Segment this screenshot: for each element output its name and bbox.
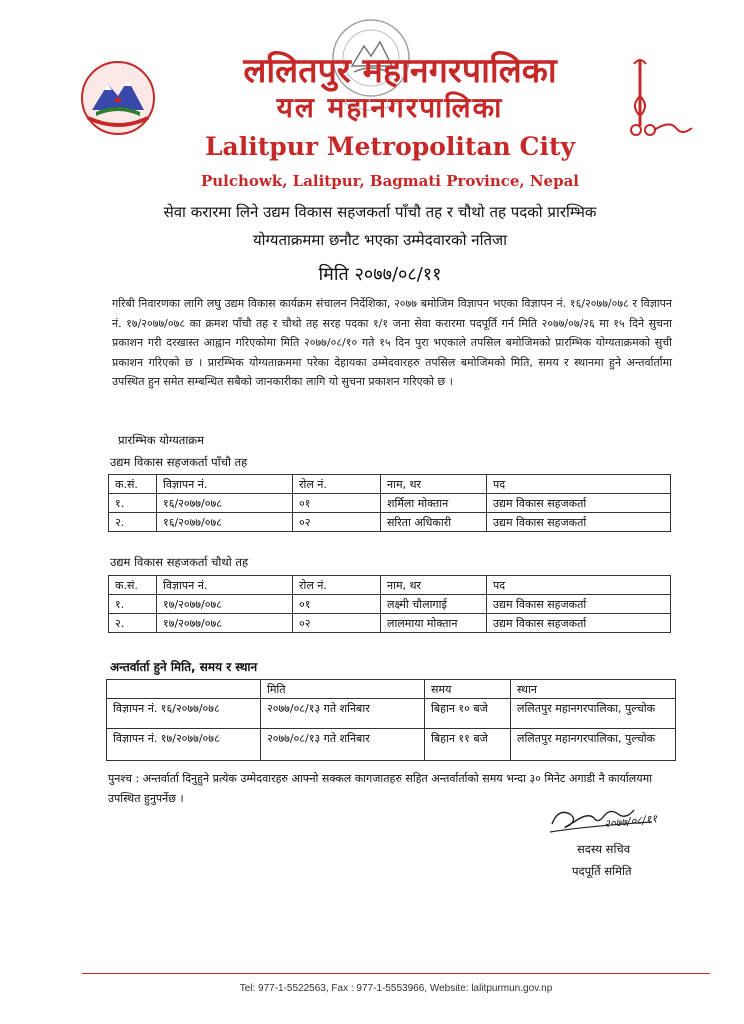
postscript: पुनश्च : अन्तर्वार्ता दिनुहुने प्रत्येक उम्मेदवारहरु आफ्नो सक्कल कागजातहरु सहित अन्तर्वार्ताको समय भन्दा ३० मिनेट अगाडी नै कार्यालयमा उपस्थित हुनुपर्नेछ । — [108, 772, 653, 805]
header-title-nepali: ललितपुर महानगरपालिका — [243, 51, 557, 91]
interview-heading: अन्तर्वार्ता हुने मिति, समय र स्थान — [110, 660, 258, 674]
table-cell: २. — [109, 614, 157, 633]
table-cell: २०७७/०८/१३ गते शनिबार — [261, 729, 425, 761]
table-header-cell: विज्ञापन नं. — [157, 475, 293, 494]
ritual-symbol-icon — [620, 56, 700, 140]
table-cell: बिहान १० बजे — [425, 699, 511, 729]
table-cell: विज्ञापन नं. १६/२०७७/०७८ — [107, 699, 261, 729]
nepal-emblem-icon — [78, 58, 158, 138]
table-header-cell: नाम, थर — [381, 475, 487, 494]
table5-caption: उद्यम विकास सहजकर्ता पाँचौ तह — [110, 455, 248, 469]
table-cell: शर्मिला मोक्तान — [381, 494, 487, 513]
table-cell: ०२ — [293, 614, 381, 633]
table-header-cell: रोल नं. — [293, 576, 381, 595]
table-cell: सरिता अधिकारी — [381, 513, 487, 532]
table-cell: लालमाया मोक्तान — [381, 614, 487, 633]
signature-date: २०७७/०८/११ — [603, 812, 658, 831]
table-cell: २. — [109, 513, 157, 532]
notice-body: गरिबी निवारणका लागि लघु उद्यम विकास कार्यक्रम संचालन निर्देशिका, २०७७ बमोजिम विज्ञापन भएका विज्ञापन नं. १६/२०७७/०७८ र विज्ञापन नं. १७/२०७७/०७८ का क्रमश पाँचौ तह र चौथो तह सरह पदका १/१ जना सेवा करारमा पदपूर्ति गर्न मिति २०७७/०७/२६ मा १५ दिने सुचना प्रकाशन गरी दरखास्त आह्वान गरिएकोमा मिति २०७७/०८/१० गते १५ दिन पुरा भएकाले तपसिल बमोजिमको प्रारम्भिक योग्यताक्रमको सुची प्रकाशन गरिएको छ । प्रारम्भिक योग्यताक्रममा परेका देहायका उम्मेदवारहरु तपसिल बमोजिमको मिति, समय र स्थानमा हुने अन्तर्वार्तामा उपस्थित हुन समेत सम्बन्धित सबैको जानकारीका लागि यो सुचना प्रकाशन गरिएको छ । — [112, 297, 672, 389]
table-cell: उद्यम विकास सहजकर्ता — [487, 513, 671, 532]
table-row — [109, 595, 671, 614]
table-header-cell: विज्ञापन नं. — [157, 576, 293, 595]
table-cell: ०२ — [293, 513, 381, 532]
table-header-cell — [107, 680, 261, 699]
table-header-cell: स्थान — [511, 680, 676, 699]
table-cell: १७/२०७७/०७८ — [157, 614, 293, 633]
table-cell: बिहान ११ बजे — [425, 729, 511, 761]
signature-title: सदस्य सचिव — [577, 842, 631, 856]
header-title-english: Lalitpur Metropolitan City — [204, 132, 576, 161]
table-cell: उद्यम विकास सहजकर्ता — [487, 494, 671, 513]
table-cell: ०१ — [293, 595, 381, 614]
notice-date: मिति २०७७/०८/११ — [318, 264, 442, 285]
header-title-newari: यल महानगरपालिका — [276, 91, 504, 124]
table-row — [107, 729, 676, 761]
table-cell: ललितपुर महानगरपालिका, पुल्चोक — [511, 729, 676, 761]
table-cell: १. — [109, 494, 157, 513]
table-cell: विज्ञापन नं. १७/२०७७/०७८ — [107, 729, 261, 761]
table-cell: लक्ष्मी चौलागाई — [381, 595, 487, 614]
table-header-cell: क.सं. — [109, 576, 157, 595]
table-cell: ०१ — [293, 494, 381, 513]
table-header-cell: रोल नं. — [293, 475, 381, 494]
table-header-cell: समय — [425, 680, 511, 699]
table-cell: ललितपुर महानगरपालिका, पुल्चोक — [511, 699, 676, 729]
table-row — [107, 699, 676, 729]
table-cell: १६/२०७७/०७८ — [157, 494, 293, 513]
table-cell: १. — [109, 595, 157, 614]
table-header-row — [107, 680, 676, 699]
table-header-cell: पद — [487, 576, 671, 595]
table-header-cell: नाम, थर — [381, 576, 487, 595]
signature-committee: पदपूर्ति समिति — [572, 864, 632, 878]
table-cell: उद्यम विकास सहजकर्ता — [487, 595, 671, 614]
table4 — [108, 575, 671, 633]
table-cell: १६/२०७७/०७८ — [157, 513, 293, 532]
table-header-cell: पद — [487, 475, 671, 494]
table-header-cell: मिति — [261, 680, 425, 699]
table-row — [109, 614, 671, 633]
section-merit-heading: प्रारम्भिक योग्यताक्रम — [118, 433, 205, 447]
table-row — [109, 494, 671, 513]
table-cell: २०७७/०८/१३ गते शनिबार — [261, 699, 425, 729]
interview-table — [106, 679, 676, 761]
notice-heading-line2: योग्यताक्रममा छनौट भएका उम्मेदवारको नतिजा — [252, 231, 508, 249]
table4-caption: उद्यम विकास सहजकर्ता चौथो तह — [110, 555, 249, 569]
header-address: Pulchowk, Lalitpur, Bagmati Province, Nepal — [200, 172, 580, 190]
footer-contact: Tel: 977-1-5522563, Fax : 977-1-5553966, Website: lalitpurmun.gov.np — [239, 983, 553, 994]
table5 — [108, 474, 671, 532]
notice-heading-line1: सेवा करारमा लिने उद्यम विकास सहजकर्ता पाँचौ तह र चौथो तह पदको प्रारम्भिक — [163, 203, 597, 221]
table-header-cell: क.सं. — [109, 475, 157, 494]
table-cell: उद्यम विकास सहजकर्ता — [487, 614, 671, 633]
table-header-row — [109, 576, 671, 595]
footer-divider — [82, 973, 710, 974]
table-header-row — [109, 475, 671, 494]
table-row — [109, 513, 671, 532]
table-cell: १७/२०७७/०७८ — [157, 595, 293, 614]
